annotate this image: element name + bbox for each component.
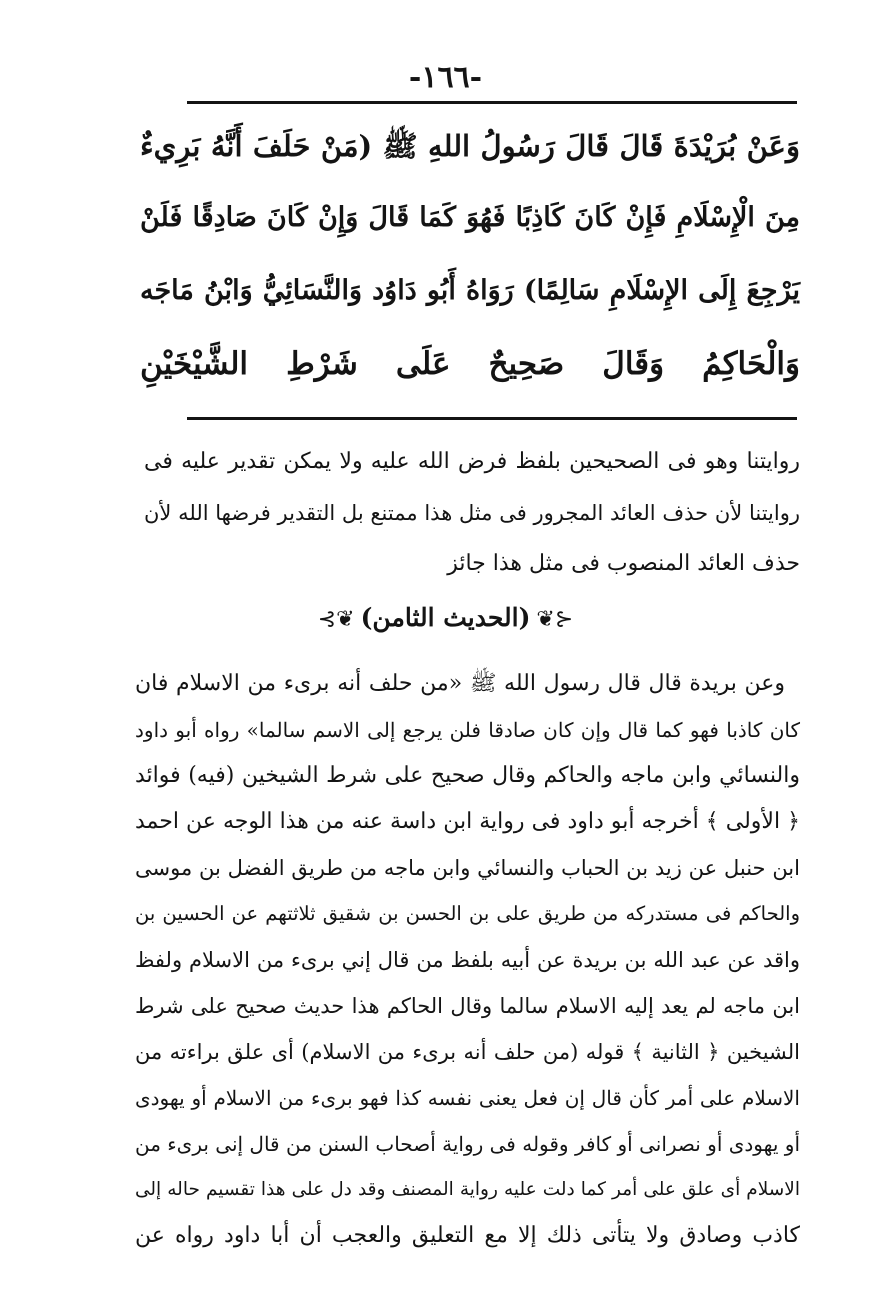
ornament-icon: ❦⊱ xyxy=(317,607,355,632)
commentary-line: واقد عن عبد الله بن بريدة عن أبيه بلفظ من قال إني برىء من الاسلام ولفظ xyxy=(135,948,800,972)
commentary-line: أو يهودى أو نصرانى أو كافر وقوله فى رواية أصحاب السنن من قال إنى برىء من xyxy=(134,1132,800,1156)
commentary-line: حذف العائد المنصوب فى مثل هذا جائز xyxy=(447,551,800,576)
commentary-line: والحاكم فى مستدركه من طريق على بن الحسن بن شقيق ثلاثتهم عن الحسين بن xyxy=(135,902,800,925)
commentary-line: كان كاذبا فهو كما قال وإن كان صادقا فلن يرجع إلى الاسم سالما» رواه أبو داود xyxy=(135,718,800,742)
ornament-icon: ⊰❦ xyxy=(536,607,574,632)
header-rule xyxy=(187,101,797,104)
commentary-line: ابن حنبل عن زيد بن الحباب والنسائي وابن ماجه من طريق الفضل بن موسى xyxy=(135,856,800,880)
commentary-line: روايتنا لأن حذف العائد المجرور فى مثل هذا ممتنع بل التقدير فرضها الله لأن xyxy=(144,501,800,525)
commentary-line: والنسائي وابن ماجه والحاكم وقال صحيح على شرط الشيخين (فيه) فوائد xyxy=(135,763,800,788)
hadith-text-block xyxy=(140,118,800,408)
hadith-line: وَعَنْ بُرَيْدَةَ قَالَ قَالَ رَسُولُ اللهِ ﷺ (مَنْ حَلَفَ أَنَّهُ بَرِيءٌ xyxy=(140,129,800,163)
hadith-line: مِنَ الْإِسْلَامِ فَإِنْ كَانَ كَاذِبًا فَهُوَ كَمَا قَالَ وَإِنْ كَانَ صَادِقًا فَلَنْ xyxy=(140,202,800,233)
commentary-line: الاسلام على أمر كأن قال إن فعل يعنى نفسه كذا فهو برىء من الاسلام أو يهودى xyxy=(135,1086,800,1110)
commentary-line: الشيخين ﴿ الثانية ﴾ قوله (من حلف أنه برىء من الاسلام) أى علق براءته من xyxy=(135,1040,800,1064)
previous-commentary-block xyxy=(144,440,800,590)
section-heading-text: (الحديث الثامن) xyxy=(360,603,531,632)
commentary-line: ﴿ الأولى ﴾ أخرجه أبو داود فى رواية ابن داسة عنه من هذا الوجه عن احمد xyxy=(135,809,800,834)
commentary-line: الاسلام أى علق على أمر كما دلت عليه رواية المصنف وقد دل على هذا تقسيم حاله إلى xyxy=(135,1179,800,1200)
divider-rule xyxy=(187,417,797,420)
commentary-text-block xyxy=(135,662,800,1272)
commentary-line: وعن بريدة قال قال رسول الله ﷺ «من حلف أنه برىء من الاسلام فان xyxy=(135,671,785,696)
section-heading xyxy=(0,598,891,640)
commentary-line: روايتنا وهو فى الصحيحين بلفظ فرض الله عليه ولا يمكن تقدير عليه فى xyxy=(144,449,800,474)
page-number: -١٦٦- xyxy=(408,60,483,95)
hadith-line: يَرْجِعَ إِلَى الإِسْلَامِ سَالِمًا) رَوَاهُ أَبُو دَاوُد وَالنَّسَائِيُّ وَابْنُ مَاجَه xyxy=(140,275,800,306)
hadith-line: وَالْحَاكِمُ وَقَالَ صَحِيحٌ عَلَى شَرْطِ الشَّيْخَيْنِ xyxy=(140,346,800,382)
commentary-line: كاذب وصادق ولا يتأتى ذلك إلا مع التعليق والعجب أن أبا داود رواه عن xyxy=(135,1223,800,1248)
commentary-line: ابن ماجه لم يعد إليه الاسلام سالما وقال الحاكم هذا حديث صحيح على شرط xyxy=(135,994,800,1018)
